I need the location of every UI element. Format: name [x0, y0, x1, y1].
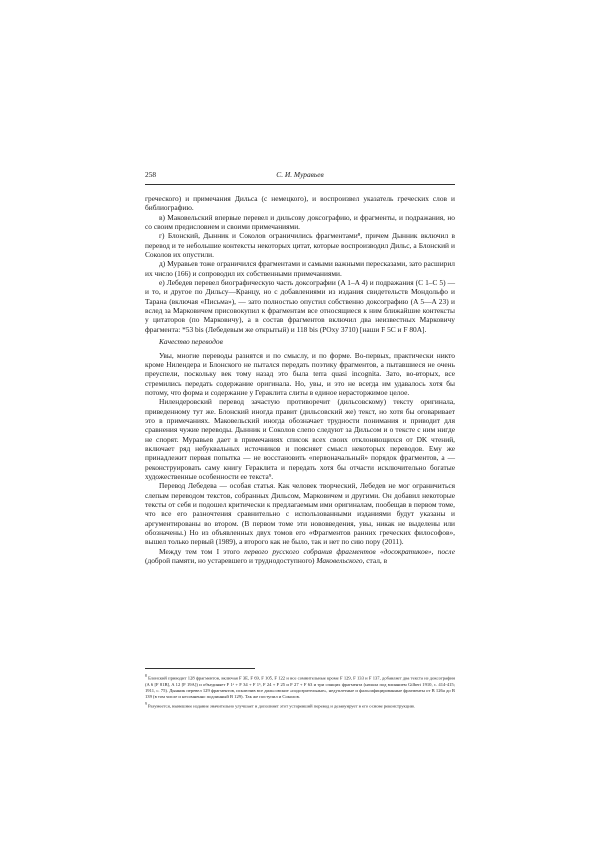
footnote: [145, 701, 455, 710]
emphasis: Маковельского: [316, 556, 363, 566]
page-header: [145, 168, 455, 182]
text-run: , стал, в: [362, 556, 388, 566]
footnote-mark: 9: [145, 701, 147, 706]
paragraph: Нилендеровский перевод зачастую противоречит (дильсовскому) тексту оригинала, приведенному тут же. Блонский иногда правит (дильсовский же) текст, но хотя бы оговаривает это в примечаниях. Маковельский иногда обозначает трудности понимания и приводит для сравнения чужие переводы. Дынник и Соколов слепо следуют за Дильсом и о тексте с ним нигде не спорят. Муравьев дает в примечаниях список всех своих отклоняющихся от DK чтений, включает ряд небуквальных источников и поясняет смысл некоторых переводов. Ему же принадлежит первая попытка — не восстановить «первоначальный» порядок фрагментов, а — реконструировать саму книгу Гераклита и передать хотя бы отчасти исключительно богатые художественные особенности ее текста⁹.: [145, 397, 455, 481]
emphasis: первого русского собрания фрагментов «досократиков», после: [244, 546, 455, 556]
paragraph: е) Лебедев перевел биографическую часть доксографии (A 1–A 4) и подражания (C 1–C 5) — и то, и другое по Дильсу—Кранцу, но с добавлениями из издания свидетельств Мондольфо и Тарана (включая «Письма»), — зато полностью опустил собственно доксографию (A 5—A 23) и вслед за Марковичем присовокупил к фрагментам все относящиеся к ним ближайшие контексты у цитаторов (по Марковичу), а в состав фрагментов включил два неизвестных Марковичу фрагмента: *53 bis (Лебедевым же открытый) и 118 bis (POxy 3710) [наши F 5C и F 80A].: [145, 278, 455, 334]
body-text: [145, 194, 455, 565]
footnote-mark: 8: [145, 674, 147, 678]
running-head: С. И. Муравьев: [276, 170, 324, 179]
footnote: [145, 673, 455, 700]
paragraph: Увы, многие переводы разнятся и по смыслу, и по форме. Во-первых, практически никто кроме Нилендера и Блонского не пытался передать поэтику фрагментов, а пытавшиеся не очень преуспели, поскольку век тому назад это была terra quasi incognita. Зато, во-вторых, все стремились передать содержание оригинала. Но, увы, и это не всегда им удавалось хотя бы потому, что форма и содержание у Гераклита слиты в единое нерасторжимое целое.: [145, 350, 455, 397]
text-run: (доброй памяти, но устаревшего и труднодоступного): [145, 556, 317, 566]
paragraph: д) Муравьев тоже ограничился фрагментами и самыми важными пересказами, зато расширил их число (166) и сопроводил их собственными примечаниями.: [145, 259, 455, 278]
paragraph: Перевод Лебедева — особая статья. Как человек творческий, Лебедев не мог ограничиться слепым переводом текстов, собранных Дильсом, Марковичем и другими. Он добавил некоторые тексты от себя и подошел критически к предлагаемым ими оригиналам, пообещав в первом томе, что все его разночтения сравнительно с использованными изданиями будут указаны и аргументированы во втором. (В первом томе эти нововведения, увы, никак не выделены или обозначены.) Но из объявленных двух томов его «Фрагментов ранних греческих философов», вышел только первый (1989), а второго как не было, так и нет по сию пору (2011).: [145, 481, 455, 547]
section-heading: Качество переводов: [159, 337, 223, 347]
paragraph: греческого) и примечания Дильса (с немецкого), и воспроизвел указатель греческих слов и библиографию.: [145, 194, 455, 213]
footnotes: [145, 673, 455, 711]
footnote-text: Блонский приводит 128 фрагментов, включая F 3E, F 69, F 105, F 122 и все сомнительные кроме F 129, F 133 и F 137, добавляет два текста из доксографии (A 6 [F 81B], A 12 [F 19A]) и объединяет F 1ᵃ + F 34 + F 1ᵇ, F 24 + F 25 и F 27 + F 63 и три спящих фрагмента (начала под влиянием Gilbert 1910, с. 414-415; 1911, с. 75). Дынник перевел 129 фрагментов, исключив все дильсовские «подозрительные», недуплетные и фальсифицированные фрагменты от B 126a до B 139 (в том числе и несомненно подлинный B 129). Так же поступил и Соколов.: [145, 675, 455, 699]
page-number: 258: [145, 170, 157, 179]
paragraph: в) Маковельский впервые перевел и дильсову доксографию, и фрагменты, и подражания, но со своим предисловием и своими примечаниями.: [145, 212, 455, 232]
text-run: Между тем том I этого: [159, 546, 245, 556]
paragraph: [145, 547, 455, 566]
header-rule: [145, 184, 455, 185]
footnote-text: Разумеется, нынешнее издание значительно улучшает и дополняет этот устаревший перевод и дезавуирует в его основе реконструкцию.: [147, 703, 416, 709]
footnote-rule: [145, 668, 255, 669]
paragraph: г) Блонский, Дынник и Соколов ограничились фрагментами⁸, причем Дынник включил в перевод и те небольшие контексты некоторых цитат, которые воспроизводил Дильс, а Блонский и Соколов их опустили.: [145, 231, 455, 260]
